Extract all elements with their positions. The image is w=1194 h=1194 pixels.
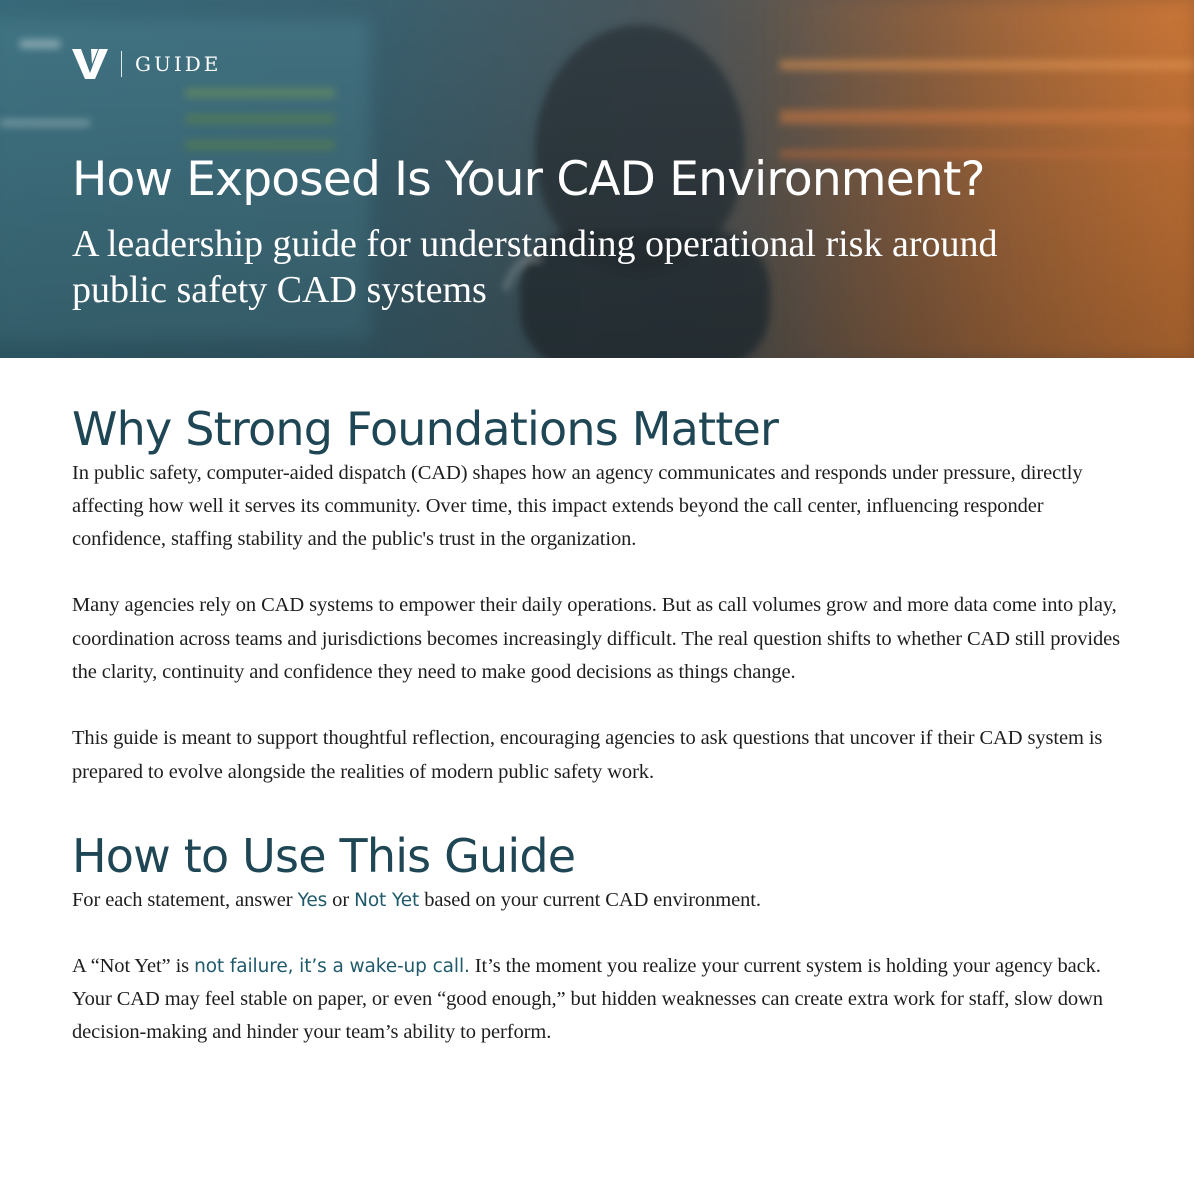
- paragraph-text: A “Not Yet” is: [72, 954, 195, 977]
- body-paragraph: This guide is meant to support thoughtful reflection, encouraging agencies to ask questions that uncover if their CAD system is prepared to evolve alongside the realities of modern public safety work.: [72, 727, 1103, 783]
- guide-content: [0, 404, 1194, 1050]
- page-subtitle: A leadership guide for understanding operational risk around public safety CAD systems: [72, 223, 998, 311]
- body-paragraph: Many agencies rely on CAD systems to empower their daily operations. But as call volumes grow and more data come into play, coordination across teams and jurisdictions becomes increasingly difficult. The real question shifts to whether CAD still provides the clarity, continuity and confidence they need to make good decisions as things change.: [72, 594, 1121, 684]
- answer-not-yet-label: Not Yet: [354, 889, 420, 911]
- section-heading: How to Use This Guide: [72, 828, 576, 883]
- not-yet-paragraph: [72, 950, 1134, 1050]
- page-title: How Exposed Is Your CAD Environment?: [72, 152, 985, 207]
- brand-divider: [121, 51, 122, 77]
- instruction-paragraph: [72, 884, 1134, 917]
- wake-up-call-highlight: not failure, it’s a wake-up call.: [194, 955, 470, 977]
- section-heading: Why Strong Foundations Matter: [72, 402, 779, 456]
- brand-label: GUIDE: [135, 52, 222, 76]
- paragraph-text: It’s the moment you realize your current system is holding your agency back. Your CAD may feel stable on paper, or even “good enough,” but hidden weaknesses can create extra work for staff, slow down decision-making and hinder your team’s ability to perform.: [72, 954, 1103, 1044]
- instruction-text: based on your current CAD environment.: [419, 888, 761, 911]
- answer-yes-label: Yes: [297, 889, 328, 911]
- section-why-foundations: [72, 404, 1134, 789]
- body-paragraph: In public safety, computer-aided dispatch (CAD) shapes how an agency communicates and responds under pressure, directly affecting how well it serves its community. Over time, this impact extends beyond the call center, influencing responder confidence, staffing stability and the public's trust in the organization.: [72, 461, 1083, 551]
- instruction-text: For each statement, answer: [72, 888, 298, 911]
- brand-lockup: [72, 47, 1134, 81]
- hero-banner: [0, 0, 1194, 358]
- v-mark-logo-icon: [72, 47, 108, 81]
- instruction-text: or: [327, 888, 355, 911]
- section-how-to-use: [72, 828, 1134, 1050]
